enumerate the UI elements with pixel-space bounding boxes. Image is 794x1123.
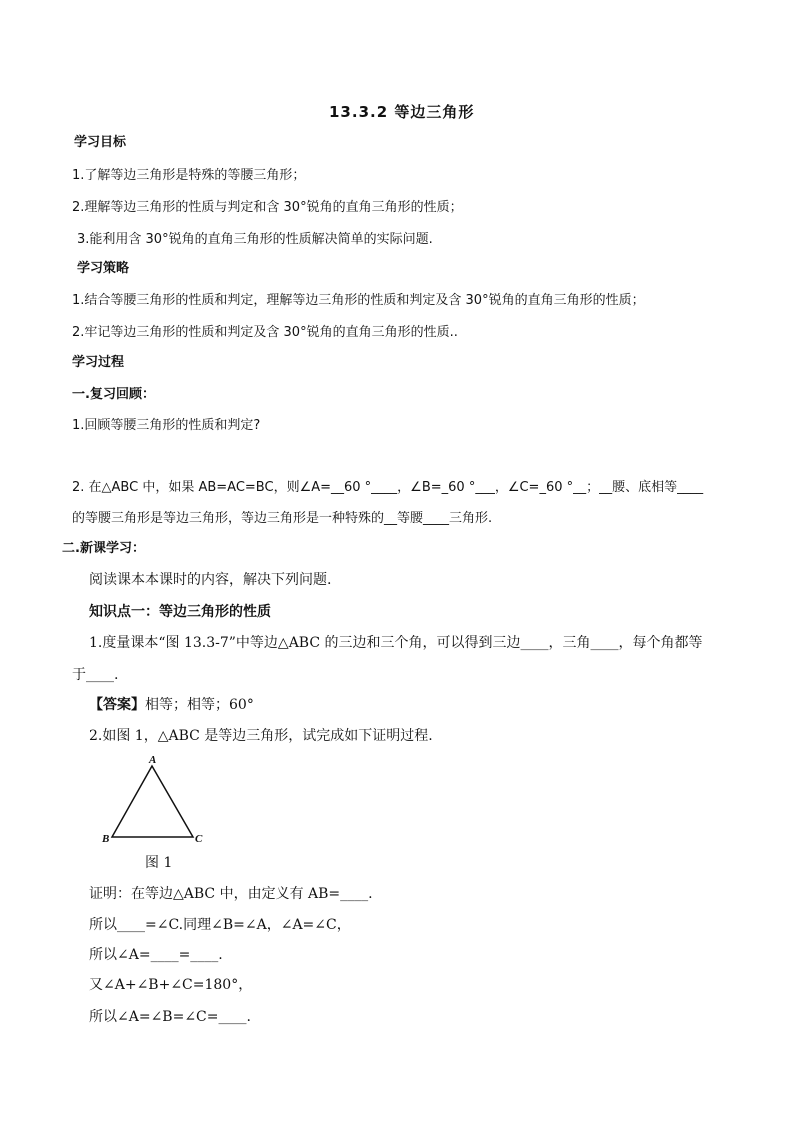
review-question-1: 1.回顾等腰三角形的性质和判定?: [72, 418, 261, 433]
answer-tag: 【答案】: [89, 697, 145, 713]
goal-item-1: 1.了解等边三角形是特殊的等腰三角形；: [72, 168, 306, 183]
new-learning-intro: 阅读课本本课时的内容，解决下列问题.: [89, 572, 332, 588]
proof-line-2: 所以____=∠C.同理∠B=∠A，∠A=∠C，: [89, 917, 351, 933]
proof-line-4: 又∠A+∠B+∠C=180°，: [89, 977, 253, 993]
review-question-2-line2: 的等腰三角形是等边三角形，等边三角形是一种特殊的__等腰____三角形.: [72, 511, 493, 526]
review-heading: 一.复习回顾：: [72, 387, 155, 402]
knowledge-point-1-heading: 知识点一：等边三角形的性质: [89, 604, 271, 620]
kp1-question-2: 2.如图 1，△ABC 是等边三角形，试完成如下证明过程.: [89, 728, 433, 744]
vertex-label-a: A: [149, 754, 157, 766]
vertex-label-b: B: [102, 833, 110, 845]
goal-item-2: 2.理解等边三角形的性质与判定和含 30°锐角的直角三角形的性质；: [72, 200, 463, 215]
strategy-item-2: 2.牢记等边三角形的性质和判定及含 30°锐角的直角三角形的性质..: [72, 325, 458, 340]
goals-heading: 学习目标: [74, 135, 127, 150]
equilateral-triangle-figure: [98, 752, 218, 847]
answer-text: 相等；相等；60°: [145, 697, 254, 713]
page-title: 13.3.2 等边三角形: [329, 103, 475, 121]
strategy-heading: 学习策略: [77, 261, 130, 276]
proof-line-5: 所以∠A=∠B=∠C=____.: [89, 1009, 251, 1025]
answer-line: [89, 696, 254, 714]
figure-caption: 图 1: [145, 855, 173, 871]
kp1-question-1-line2: 于____.: [72, 667, 119, 683]
new-learning-heading: 二.新课学习：: [62, 541, 145, 556]
review-question-2-line1: 2. 在△ABC 中，如果 AB=AC=BC，则∠A=__60 °____，∠B=_60 °___，∠C=_60 °__；__腰、底相等____: [72, 480, 704, 495]
strategy-item-1: 1.结合等腰三角形的性质和判定，理解等边三角形的性质和判定及含 30°锐角的直角三角形的性质；: [72, 293, 645, 308]
vertex-label-c: C: [195, 833, 203, 845]
proof-line-1: 证明：在等边△ABC 中，由定义有 AB=____.: [89, 886, 373, 902]
triangle-abc: [112, 766, 193, 837]
proof-line-3: 所以∠A=____=____.: [89, 947, 223, 963]
process-heading: 学习过程: [72, 355, 125, 370]
goal-item-3: 3.能利用含 30°锐角的直角三角形的性质解决简单的实际问题.: [77, 232, 433, 247]
kp1-question-1-line1: 1.度量课本“图 13.3-7”中等边△ABC 的三边和三个角，可以得到三边____，三角____，每个角都等: [89, 635, 703, 651]
